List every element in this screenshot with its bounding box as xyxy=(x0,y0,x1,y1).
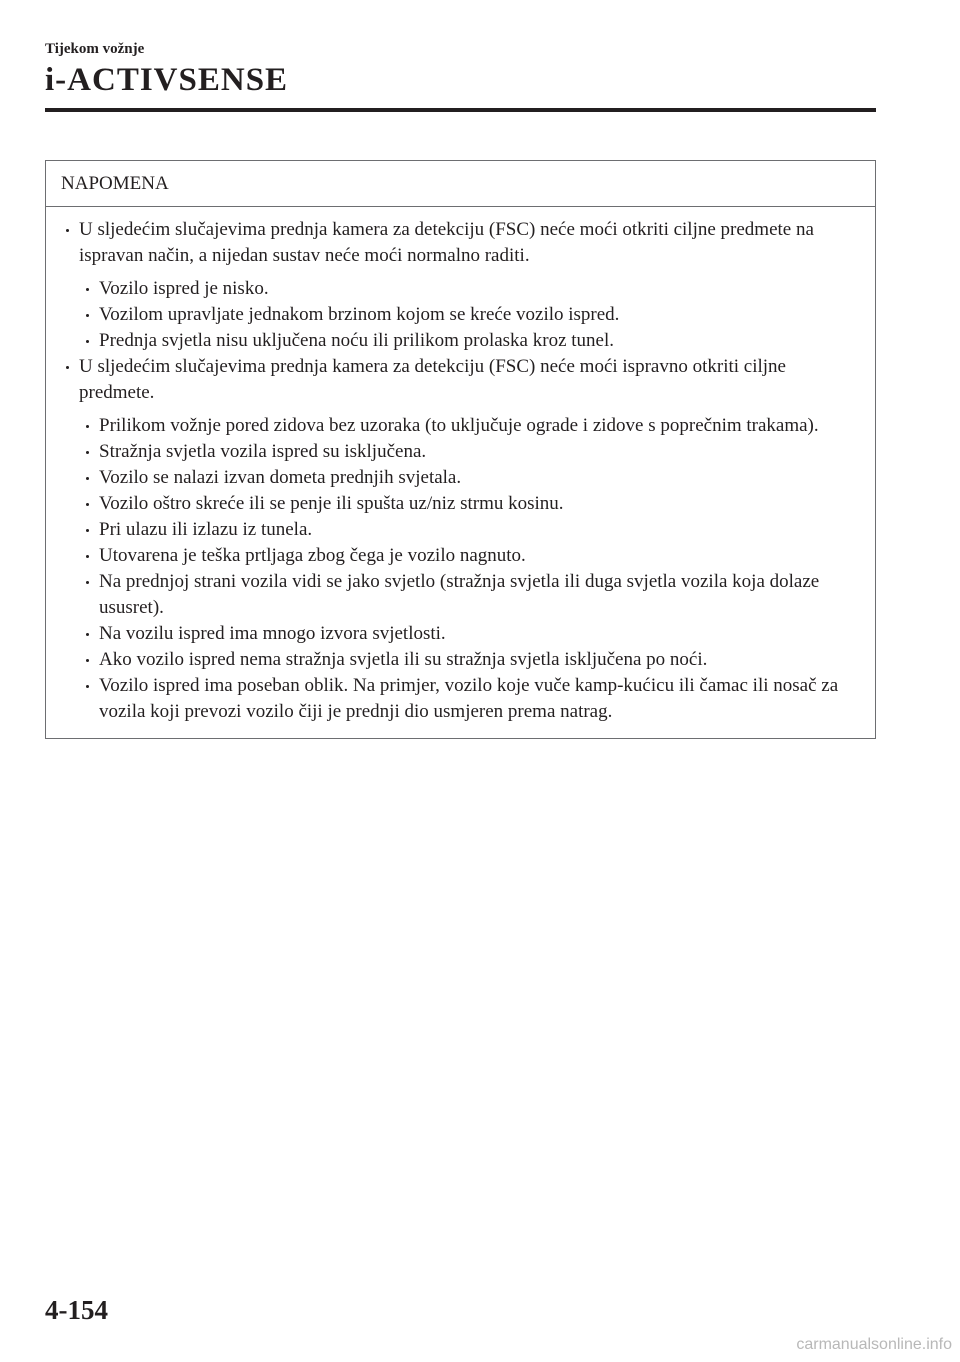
bullet-icon xyxy=(86,340,89,343)
list-item xyxy=(64,354,861,725)
sub-item-text: Utovarena je teška prtljaga zbog čega je vozilo nagnuto. xyxy=(99,545,526,566)
sub-list-item xyxy=(79,543,861,569)
header-rule xyxy=(45,108,876,112)
sub-list-item xyxy=(79,465,861,491)
sub-list-item xyxy=(79,328,861,354)
sub-item-text: Vozilo oštro skreće ili se penje ili spušta uz/niz strmu kosinu. xyxy=(99,493,564,514)
sub-item-text: Pri ulazu ili izlazu iz tunela. xyxy=(99,519,313,540)
sub-list-item xyxy=(79,621,861,647)
sub-list-item xyxy=(79,647,861,673)
sub-item-text: Na vozilu ispred ima mnogo izvora svjetlosti. xyxy=(99,623,446,644)
page-header xyxy=(45,40,875,100)
sub-item-text: Prilikom vožnje pored zidova bez uzoraka (to uključuje ograde i zidove s poprečnim trakama). xyxy=(99,415,819,436)
sub-list-item xyxy=(79,491,861,517)
note-list xyxy=(64,217,861,725)
watermark: carmanualsonline.info xyxy=(796,1336,952,1353)
sub-list-item xyxy=(79,569,861,621)
sub-item-text: Vozilo se nalazi izvan dometa prednjih svjetala. xyxy=(99,467,462,488)
bullet-icon xyxy=(66,229,69,232)
item-text: U sljedećim slučajevima prednja kamera za detekciju (FSC) neće moći otkriti ciljne predmete na ispravan način, a nijedan sustav neće moći normalno raditi. xyxy=(79,219,814,266)
sub-list-item xyxy=(79,276,861,302)
sub-list-item xyxy=(79,413,861,439)
page-number: 4-154 xyxy=(45,1295,108,1325)
sub-list-item xyxy=(79,439,861,465)
sub-item-text: Vozilo ispred je nisko. xyxy=(99,278,269,299)
sub-list-item xyxy=(79,673,861,725)
sub-item-text: Vozilom upravljate jednakom brzinom kojom se kreće vozilo ispred. xyxy=(99,304,620,325)
bullet-icon xyxy=(86,633,89,636)
bullet-icon xyxy=(86,477,89,480)
bullet-icon xyxy=(66,366,69,369)
bullet-icon xyxy=(86,659,89,662)
note-box xyxy=(45,160,876,739)
sub-item-text: Ako vozilo ispred nema stražnja svjetla ili su stražnja svjetla isključena po noći. xyxy=(99,649,708,670)
bullet-icon xyxy=(86,503,89,506)
sub-list-item xyxy=(79,302,861,328)
list-item xyxy=(64,217,861,354)
page-title: i-ACTIVSENSE xyxy=(45,62,289,98)
section-label: Tijekom vožnje xyxy=(45,41,145,57)
bullet-icon xyxy=(86,529,89,532)
bullet-icon xyxy=(86,314,89,317)
bullet-icon xyxy=(86,451,89,454)
bullet-icon xyxy=(86,555,89,558)
sub-item-text: Vozilo ispred ima poseban oblik. Na primjer, vozilo koje vuče kamp-kućicu ili čamac ili nosač za vozila koji prevozi vozilo čiji je prednji dio usmjeren prema natrag. xyxy=(99,675,839,722)
bullet-icon xyxy=(86,288,89,291)
item-text: U sljedećim slučajevima prednja kamera za detekciju (FSC) neće moći ispravno otkriti ciljne predmete. xyxy=(79,356,786,403)
sub-list-item xyxy=(79,517,861,543)
sub-list xyxy=(79,276,861,354)
sub-item-text: Na prednjoj strani vozila vidi se jako svjetlo (stražnja svjetla ili duga svjetla vozila koja dolaze ususret). xyxy=(99,571,820,618)
bullet-icon xyxy=(86,425,89,428)
note-heading: NAPOMENA xyxy=(46,161,875,207)
sub-item-text: Stražnja svjetla vozila ispred su isključena. xyxy=(99,441,427,462)
note-body xyxy=(46,207,875,738)
bullet-icon xyxy=(86,685,89,688)
sub-list xyxy=(79,413,861,725)
sub-item-text: Prednja svjetla nisu uključena noću ili prilikom prolaska kroz tunel. xyxy=(99,330,614,351)
bullet-icon xyxy=(86,581,89,584)
